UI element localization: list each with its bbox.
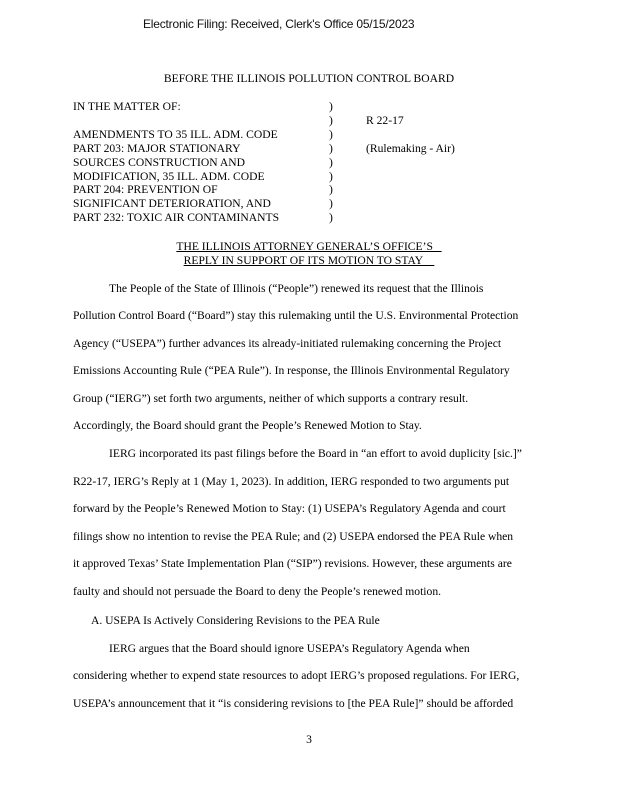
paragraph-2-line: filings show no intention to revise the PEA Rule; and (2) USEPA endorsed the PEA Rule when bbox=[73, 530, 514, 543]
docket-number: R 22-17 bbox=[366, 114, 404, 127]
caption-line: MODIFICATION, 35 ILL. ADM. CODE bbox=[73, 169, 265, 183]
caption-paren: ) bbox=[329, 197, 333, 211]
board-title: BEFORE THE ILLINOIS POLLUTION CONTROL BOARD bbox=[163, 72, 455, 85]
paragraph-2-line: it approved Texas’ State Implementation Plan (“SIP”) revisions. However, these arguments are bbox=[73, 557, 512, 570]
document-heading-line-2: REPLY IN SUPPORT OF ITS MOTION TO STAY bbox=[183, 254, 435, 267]
paragraph-1-line: Group (“IERG”) set forth two arguments, neither of which supports a contrary result. bbox=[73, 392, 469, 405]
paragraph-1-line: Accordingly, the Board should grant the People’s Renewed Motion to Stay. bbox=[73, 419, 422, 432]
paragraph-3-line: considering whether to expend state resources to adopt IERG’s proposed regulations. For IERG, bbox=[73, 669, 520, 682]
caption-paren-column bbox=[329, 100, 339, 225]
electronic-filing-stamp: Electronic Filing: Received, Clerk's Office 05/15/2023 bbox=[143, 17, 415, 31]
caption-paren: ) bbox=[329, 169, 333, 183]
caption-line: AMENDMENTS TO 35 ILL. ADM. CODE bbox=[73, 127, 278, 141]
caption-paren: ) bbox=[329, 141, 333, 155]
in-the-matter-label: IN THE MATTER OF: bbox=[73, 100, 181, 113]
paragraph-2-line: forward by the People’s Renewed Motion to Stay: (1) USEPA’s Regulatory Agenda and court bbox=[73, 502, 506, 515]
paragraph-3-line: USEPA’s announcement that it “is considering revisions to [the PEA Rule]” should be afforded bbox=[73, 697, 514, 710]
paragraph-2-line: IERG incorporated its past filings before the Board in “an effort to avoid duplicity [sic.]” bbox=[109, 447, 522, 460]
caption-paren: ) bbox=[329, 211, 333, 225]
case-caption bbox=[73, 100, 333, 225]
page-number: 3 bbox=[306, 733, 312, 746]
caption-line: PART 232: TOXIC AIR CONTAMINANTS bbox=[73, 211, 280, 225]
caption-paren: ) bbox=[329, 127, 333, 141]
caption-line: SIGNIFICANT DETERIORATION, AND bbox=[73, 197, 271, 211]
paragraph-1-line: Pollution Control Board (“Board”) stay this rulemaking until the U.S. Environmental Protection bbox=[73, 309, 519, 322]
paragraph-1-line: The People of the State of Illinois (“People”) renewed its request that the Illinois bbox=[109, 282, 484, 295]
caption-line: PART 204: PREVENTION OF bbox=[73, 183, 218, 197]
caption-paren: ) bbox=[329, 155, 333, 169]
paragraph-2-line: faulty and should not persuade the Board to deny the People’s renewed motion. bbox=[73, 585, 442, 598]
caption-paren: ) bbox=[329, 113, 333, 127]
document-heading-line-1: THE ILLINOIS ATTORNEY GENERAL’S OFFICE’S bbox=[176, 240, 442, 253]
caption-line: PART 203: MAJOR STATIONARY bbox=[73, 141, 241, 155]
caption-line: SOURCES CONSTRUCTION AND bbox=[73, 155, 245, 169]
proceeding-type: (Rulemaking - Air) bbox=[366, 142, 455, 155]
caption-paren: ) bbox=[329, 183, 333, 197]
paragraph-1-line: Emissions Accounting Rule (“PEA Rule”). In response, the Illinois Environmental Regulatory bbox=[73, 364, 510, 377]
caption-paren: ) bbox=[329, 100, 333, 113]
section-a-heading: A. USEPA Is Actively Considering Revisions to the PEA Rule bbox=[91, 614, 380, 627]
paragraph-3-line: IERG argues that the Board should ignore USEPA’s Regulatory Agenda when bbox=[109, 642, 470, 655]
paragraph-1-line: Agency (“USEPA”) further advances its already-initiated rulemaking concerning the Project bbox=[73, 337, 502, 350]
paragraph-2-line: R22-17, IERG’s Reply at 1 (May 1, 2023). In addition, IERG responded to two arguments put bbox=[73, 475, 510, 488]
